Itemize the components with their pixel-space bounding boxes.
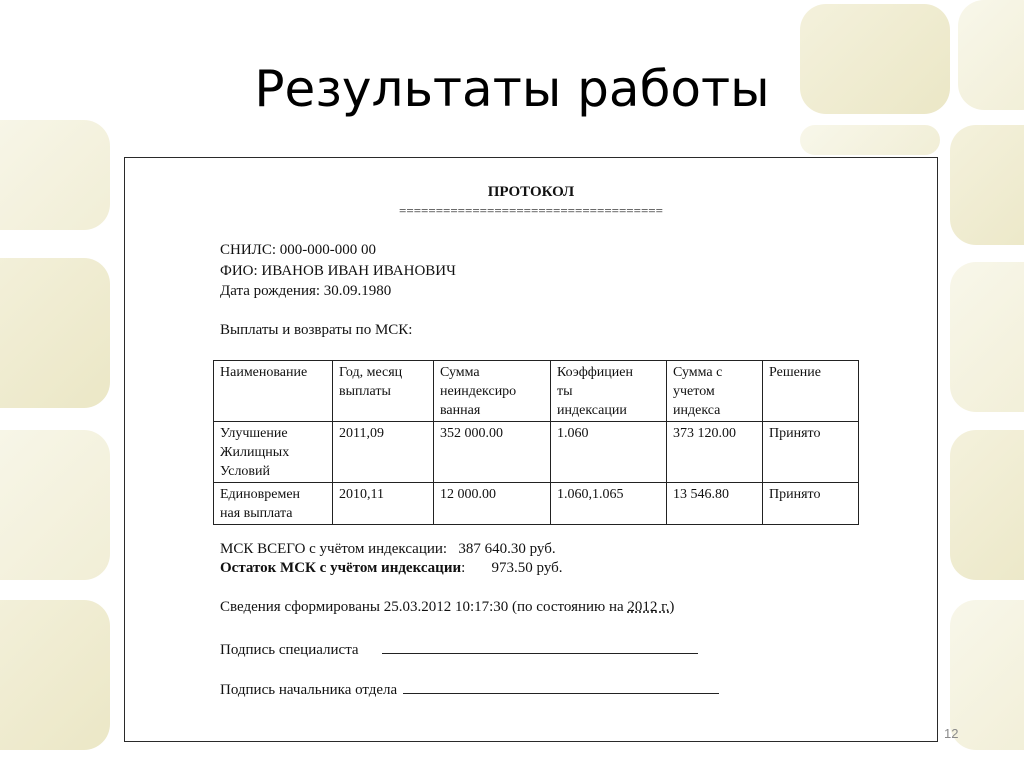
background-decoration — [800, 125, 940, 155]
background-decoration — [950, 600, 1024, 750]
background-decoration — [950, 262, 1024, 412]
table-cell: 373 120.00 — [667, 422, 763, 483]
table-cell: Улучшение Жилищных Условий — [214, 422, 333, 483]
table-cell: 13 546.80 — [667, 483, 763, 525]
column-header: Коэффициен ты индексации — [551, 361, 667, 422]
generated-line — [220, 599, 674, 616]
table-cell: 2010,11 — [333, 483, 434, 525]
signature-specialist-field — [382, 639, 698, 654]
background-decoration — [0, 120, 110, 230]
background-decoration — [950, 125, 1024, 245]
background-decoration — [950, 430, 1024, 580]
table-cell: 2011,09 — [333, 422, 434, 483]
snils-line: СНИЛС: 000-000-000 00 — [220, 242, 377, 258]
page-number: 12 — [944, 726, 959, 741]
table-header-row — [214, 361, 859, 422]
payments-table — [213, 360, 859, 525]
total-line — [220, 541, 556, 558]
table-row — [214, 422, 859, 483]
background-decoration — [0, 258, 110, 408]
table-cell: Принято — [763, 422, 859, 483]
generated-suffix: ) — [669, 599, 675, 615]
column-header: Решение — [763, 361, 859, 422]
generated-year: 2012 г. — [627, 599, 670, 615]
table-cell: Принято — [763, 483, 859, 525]
table-cell: 352 000.00 — [434, 422, 551, 483]
protocol-title: ПРОТОКОЛ — [487, 184, 575, 200]
signature-specialist-label: Подпись специалиста — [220, 642, 359, 658]
slide-title: Результаты работы — [254, 60, 770, 118]
column-header: Наименование — [214, 361, 333, 422]
generated-prefix: Сведения сформированы 25.03.2012 10:17:30 (по состоянию на — [220, 599, 628, 615]
background-decoration — [0, 430, 110, 580]
signature-head-label: Подпись начальника отдела — [220, 682, 398, 698]
table-row — [214, 483, 859, 525]
signature-specialist-line — [220, 639, 698, 659]
column-header: Год, месяц выплаты — [333, 361, 434, 422]
table-cell: 1.060,1.065 — [551, 483, 667, 525]
remainder-value: 973.50 руб. — [491, 560, 563, 576]
signature-head-line — [220, 679, 719, 699]
total-label: МСК ВСЕГО с учётом индексации: — [220, 541, 448, 557]
section-title: Выплаты и возвраты по МСК: — [220, 322, 413, 338]
total-value: 387 640.30 руб. — [458, 541, 556, 557]
table-cell: Единовремен ная выплата — [214, 483, 333, 525]
column-header: Сумма неиндексиро ванная — [434, 361, 551, 422]
signature-head-field — [403, 679, 719, 694]
protocol-title-rule: ==================================== — [399, 203, 663, 218]
birth-date-line: Дата рождения: 30.09.1980 — [220, 283, 392, 299]
table-cell: 12 000.00 — [434, 483, 551, 525]
remainder-colon: : — [461, 560, 466, 576]
column-header: Сумма с учетом индекса — [667, 361, 763, 422]
remainder-label: Остаток МСК с учётом индексации — [220, 560, 462, 576]
background-decoration — [0, 600, 110, 750]
fio-line: ФИО: ИВАНОВ ИВАН ИВАНОВИЧ — [220, 263, 456, 279]
table-cell: 1.060 — [551, 422, 667, 483]
remainder-line — [220, 560, 563, 577]
protocol-document — [124, 157, 938, 742]
